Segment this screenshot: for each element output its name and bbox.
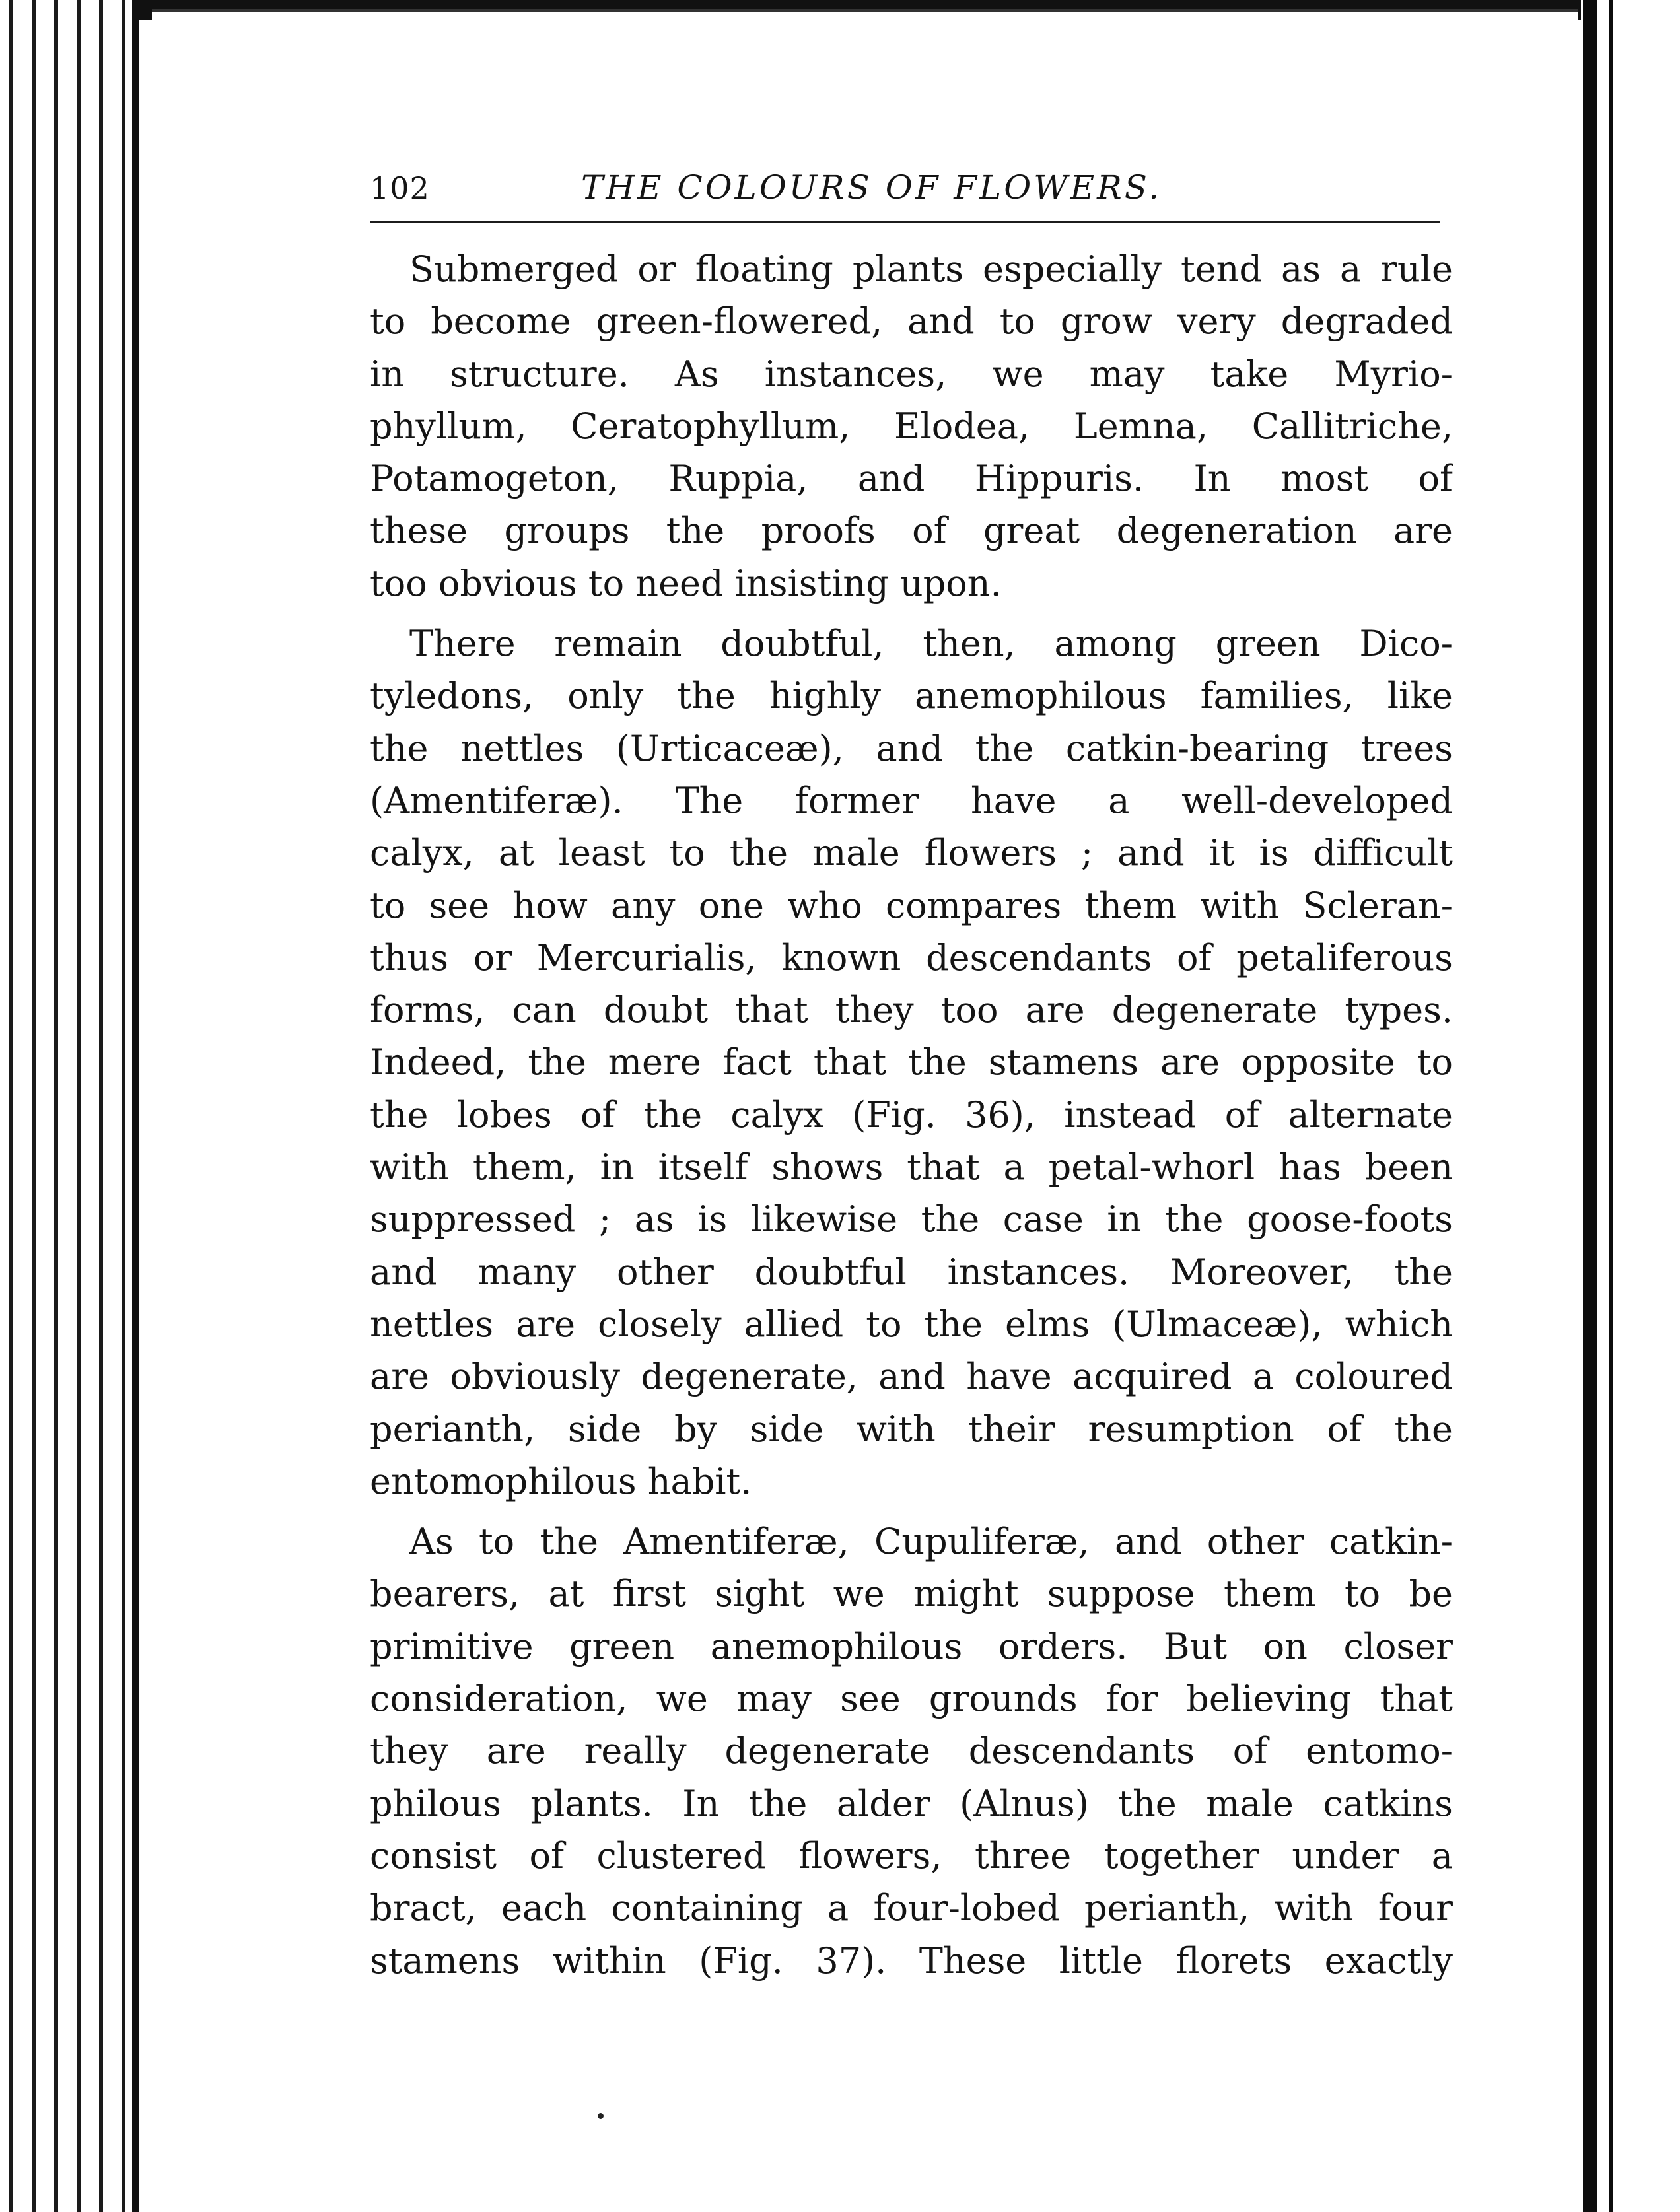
scan-right-border [1583,0,1597,2212]
page-number: 102 [370,170,430,206]
text-line: calyx, at least to the male flowers ; and it is difficult [370,832,1453,874]
text-line: are obviously degenerate, and have acquired a coloured [370,1356,1453,1398]
text-line: suppressed ; as is likewise the case in the goose-foots [370,1198,1453,1241]
page-left-margin [132,0,158,2212]
text-line: the nettles (Urticaceæ), and the catkin-bearing trees [370,727,1453,769]
text-line: tyledons, only the highly anemophilous families, like [370,675,1453,717]
text-line: to become green-flowered, and to grow very degraded [370,300,1453,343]
text-line: the lobes of the calyx (Fig. 36), instead of alternate [370,1093,1453,1136]
text-line: in structure. As instances, we may take Myrio- [370,353,1453,395]
running-head [370,168,1440,223]
text-line: perianth, side by side with their resumption of the [370,1408,1453,1450]
text-line: nettles are closely allied to the elms (Ulmaceæ), which [370,1303,1453,1345]
text-line: entomophilous habit. [370,1460,752,1502]
text-line: too obvious to need insisting upon. [370,562,1002,604]
print-speck [598,2113,604,2119]
text-line: (Amentiferæ). The former have a well-developed [370,779,1453,821]
text-line: philous plants. In the alder (Alnus) the male catkins [370,1782,1453,1824]
running-title: THE COLOURS OF FLOWERS. [581,168,1162,207]
scan-right-border-thin [1609,0,1613,2212]
page-top-margin [152,9,1578,26]
text-line: consideration, we may see grounds for believing that [370,1678,1453,1720]
paragraph-2 [370,617,1453,1507]
text-line: to see how any one who compares them with Scleran- [370,884,1453,926]
text-line: primitive green anemophilous orders. But on closer [370,1625,1453,1667]
text-line: There remain doubtful, then, among green Dico- [409,623,1453,665]
paragraph-3 [370,1515,1453,1987]
text-line: consist of clustered flowers, three together under a [370,1834,1453,1877]
text-line: these groups the proofs of great degeneration are [370,510,1453,552]
text-line: with them, in itself shows that a petal-whorl has been [370,1146,1453,1189]
text-line: and many other doubtful instances. Moreover, the [370,1251,1453,1293]
text-line: phyllum, Ceratophyllum, Elodea, Lemna, Callitriche, [370,405,1453,447]
text-line: they are really degenerate descendants of entomo- [370,1730,1453,1772]
text-line: bearers, at first sight we might suppose them to be [370,1573,1453,1615]
text-line: Indeed, the mere fact that the stamens are opposite to [370,1041,1453,1084]
book-page [370,168,1453,1995]
text-line: As to the Amentiferæ, Cupuliferæ, and other catkin- [409,1521,1453,1563]
paragraph-1 [370,243,1453,609]
text-line: stamens within (Fig. 37). These little florets exactly [370,1939,1453,1982]
text-line: thus or Mercurialis, known descendants of petaliferous [370,936,1453,979]
text-line: Potamogeton, Ruppia, and Hippuris. In most of [370,458,1453,500]
book-page-edges [0,0,145,2212]
text-line: Submerged or floating plants especially tend as a rule [409,248,1453,290]
text-line: forms, can doubt that they too are degenerate types. [370,989,1453,1031]
text-line: bract, each containing a four-lobed perianth, with four [370,1887,1453,1929]
